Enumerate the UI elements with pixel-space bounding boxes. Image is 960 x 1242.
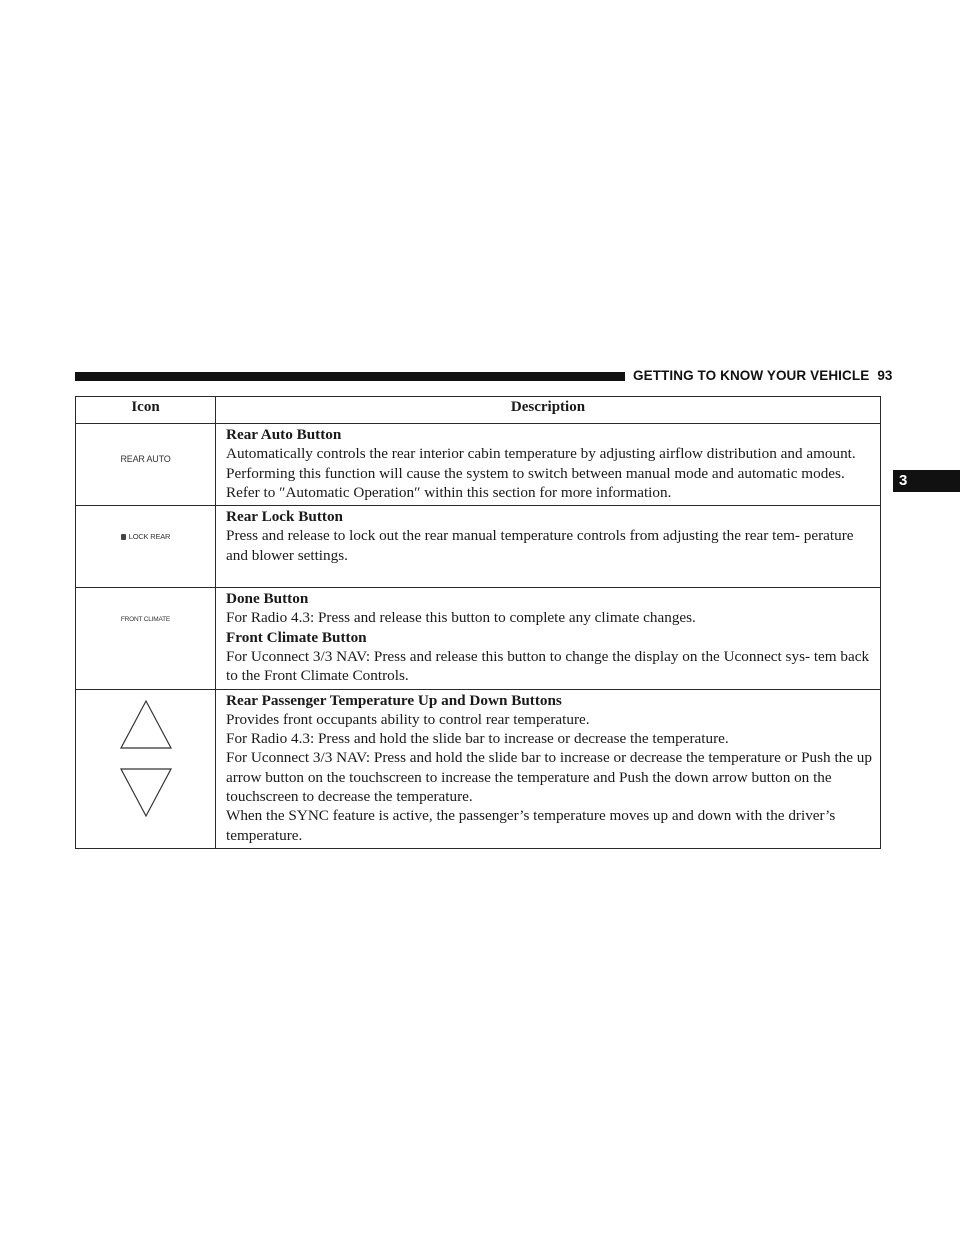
header-rule <box>75 372 625 381</box>
icon-cell <box>76 588 216 689</box>
controls-table <box>75 396 881 849</box>
table-row <box>76 424 881 506</box>
rear-auto-button-image: REAR AUTO <box>120 454 171 464</box>
entry-title: Rear Lock Button <box>226 508 344 526</box>
header-title: GETTING TO KNOW YOUR VEHICLE <box>633 368 870 383</box>
table-header-row <box>76 397 881 424</box>
icon-cell <box>76 506 216 588</box>
entry-text: For Radio 4.3: Press and hold the slide bar to increase or decrease the temperature. <box>226 730 729 748</box>
triangle-down-icon <box>118 766 174 820</box>
entry-text: Press and release to lock out the rear manual temperature controls from adjusting the rear tem- perature and blower settings. <box>226 527 854 564</box>
entry-title: Front Climate Button <box>226 628 367 646</box>
column-header-description: Description <box>216 397 881 424</box>
page-number: 93 <box>877 368 893 383</box>
description-cell <box>216 588 881 689</box>
lock-icon <box>121 534 126 540</box>
icon-cell <box>76 424 216 506</box>
column-header-icon: Icon <box>76 397 216 424</box>
chapter-tab: 3 <box>893 470 960 492</box>
triangle-up-icon <box>118 698 174 752</box>
icon-cell <box>76 689 216 848</box>
entry-text: Provides front occupants ability to control rear temperature. <box>226 710 590 728</box>
front-climate-button-image: FRONT CLIMATE <box>120 616 171 624</box>
entry-text: For Uconnect 3/3 NAV: Press and hold the slide bar to increase or decrease the temperature or Push the up arrow button on the touchscreen to increase the temperature and Push the down arrow button on the touchscreen to decrease the temperature. <box>226 749 872 806</box>
description-cell <box>216 689 881 848</box>
lock-rear-label: LOCK REAR <box>128 532 171 542</box>
entry-text: When the SYNC feature is active, the passenger’s temperature moves up and down with the driver’s temperature. <box>226 807 836 844</box>
table-row <box>76 506 881 588</box>
lock-rear-button-image <box>121 532 171 541</box>
entry-text: For Uconnect 3/3 NAV: Press and release this button to change the display on the Uconnect sys- tem back to the Front Climate Controls. <box>226 647 870 685</box>
entry-title: Rear Passenger Temperature Up and Down Buttons <box>226 691 562 709</box>
entry-text: Automatically controls the rear interior cabin temperature by adjusting airflow distribution and amount. Performing this function will cause the system to switch between manual mode and automatic modes. Refer to ″Automatic Operation″ within this section for more information. <box>226 445 856 501</box>
description-cell <box>216 424 881 506</box>
running-header <box>633 368 893 383</box>
description-cell <box>216 506 881 588</box>
entry-text: For Radio 4.3: Press and release this button to complete any climate changes. <box>226 609 696 627</box>
table-row <box>76 689 881 848</box>
entry-title: Rear Auto Button <box>226 426 342 443</box>
table-row <box>76 588 881 689</box>
entry-title: Done Button <box>226 590 309 608</box>
